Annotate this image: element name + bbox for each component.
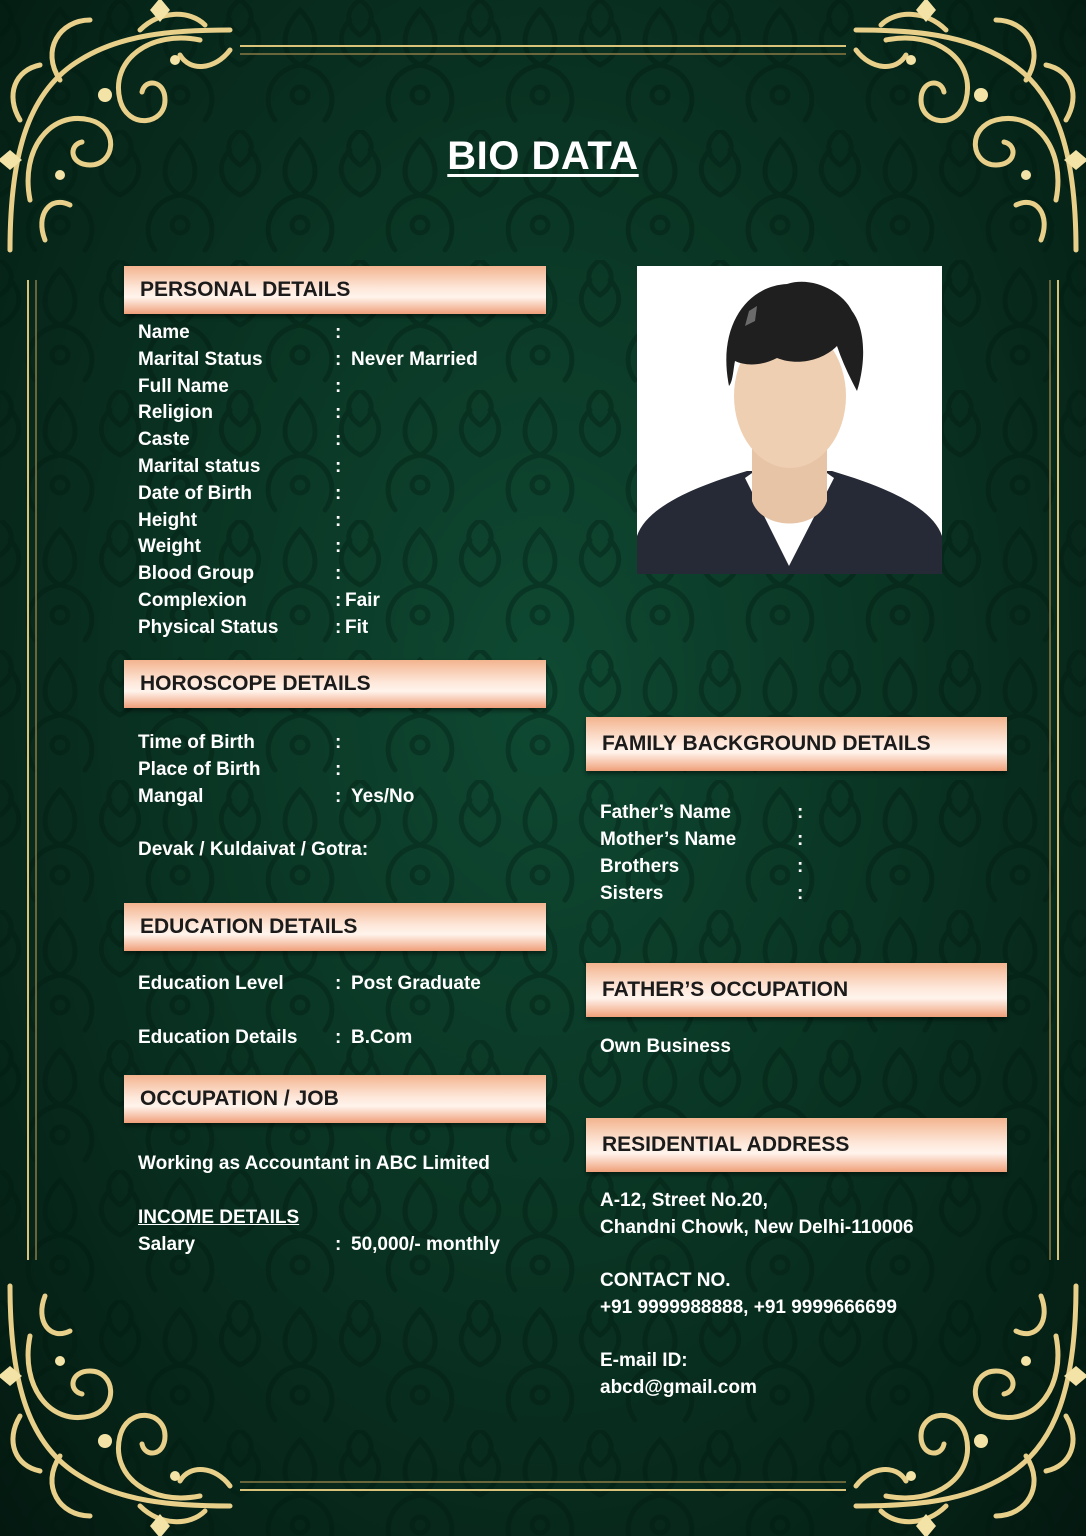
corner-ornament-icon [856,1286,1086,1536]
detail-label: Name [138,322,190,343]
salary-value: 50,000/- monthly [351,1234,500,1255]
income-details-heading: INCOME DETAILS [138,1207,300,1228]
detail-label: Marital Status [138,348,263,370]
detail-value: Fair [345,590,380,611]
detail-row [138,1027,558,1051]
detail-separator: : [335,348,342,370]
detail-row [600,883,1020,907]
detail-row [600,802,1020,826]
detail-label: Religion [138,402,213,424]
occupation-text: Working as Accountant in ABC Limited [138,1153,490,1174]
detail-row [138,590,558,614]
detail-row [138,617,558,641]
detail-label: Mangal [138,786,204,807]
detail-label: Time of Birth [138,732,255,753]
detail-row [138,322,558,346]
detail-label: Weight [138,536,201,558]
detail-separator: : [797,856,804,877]
detail-value: Fit [345,616,369,638]
detail-separator: : [335,429,342,451]
detail-label: Marital status [138,456,261,477]
detail-separator: : [335,563,342,585]
detail-separator: : [335,509,342,531]
profile-photo [637,266,942,574]
detail-separator: : [335,590,342,611]
detail-row [138,429,558,453]
detail-separator: : [335,616,342,638]
detail-row [138,973,558,997]
contact-label: CONTACT NO. [600,1270,731,1291]
address-line-1: A-12, Street No.20, [600,1190,768,1211]
horoscope-details-heading: HOROSCOPE DETAILS [124,660,546,708]
occupation-heading: OCCUPATION / JOB [124,1075,546,1123]
detail-label: Complexion [138,590,247,611]
detail-separator: : [335,786,342,807]
profile-avatar-icon [637,266,942,574]
salary-row [138,1234,558,1258]
contact-numbers: +91 9999988888, +91 9999666699 [600,1297,897,1318]
detail-row [138,456,558,480]
detail-label: Education Details [138,1026,298,1048]
corner-ornament-icon [0,1286,230,1536]
detail-separator: : [335,456,342,477]
detail-label: Place of Birth [138,759,261,780]
residential-address-heading: RESIDENTIAL ADDRESS [586,1118,1007,1172]
detail-separator: : [797,883,804,904]
detail-label: Date of Birth [138,482,252,504]
detail-row [138,759,558,783]
family-background-heading: FAMILY BACKGROUND DETAILS [586,717,1007,771]
father-occupation-heading: FATHER’S OCCUPATION [586,963,1007,1017]
salary-separator: : [335,1234,342,1255]
detail-value: Yes/No [351,786,415,807]
detail-label: Sisters [600,883,664,904]
detail-value: B.Com [351,1026,413,1048]
detail-label: Caste [138,429,190,451]
detail-label: Physical Status [138,616,279,638]
detail-label: Blood Group [138,563,255,585]
detail-separator: : [797,802,804,823]
detail-label: Brothers [600,856,680,877]
page-title: BIO DATA [447,134,639,178]
detail-row [138,483,558,507]
address-line-2: Chandni Chowk, New Delhi-110006 [600,1217,914,1238]
detail-label: Education Level [138,973,284,994]
detail-row [600,829,1020,853]
detail-row [138,563,558,587]
detail-separator: : [335,402,342,424]
detail-separator: : [335,536,342,558]
detail-separator: : [335,973,342,994]
detail-row [138,732,558,756]
detail-row [138,536,558,560]
detail-value: Post Graduate [351,973,481,994]
detail-separator: : [335,322,342,343]
salary-label: Salary [138,1234,196,1255]
detail-separator: : [335,482,342,504]
detail-label: Full Name [138,375,229,397]
corner-ornament-icon [856,0,1086,250]
detail-value: Never Married [351,348,478,370]
detail-row [138,786,558,810]
corner-ornament-icon [0,0,230,250]
detail-row [138,349,558,373]
email-label: E-mail ID: [600,1350,688,1371]
detail-row [600,856,1020,880]
detail-row [138,510,558,534]
detail-separator: : [335,732,342,753]
detail-separator: : [335,759,342,780]
detail-label: Mother’s Name [600,829,737,850]
detail-separator: : [335,1026,342,1048]
detail-separator: : [797,829,804,850]
detail-separator: : [335,375,342,397]
detail-row [138,376,558,400]
detail-label: Height [138,509,198,531]
personal-details-heading: PERSONAL DETAILS [124,266,546,314]
father-occupation-text: Own Business [600,1036,731,1057]
education-details-heading: EDUCATION DETAILS [124,903,546,951]
detail-row [138,402,558,426]
email-value: abcd@gmail.com [600,1377,757,1398]
detail-label: Father’s Name [600,802,731,823]
gotra-label: Devak / Kuldaivat / Gotra: [138,839,369,860]
